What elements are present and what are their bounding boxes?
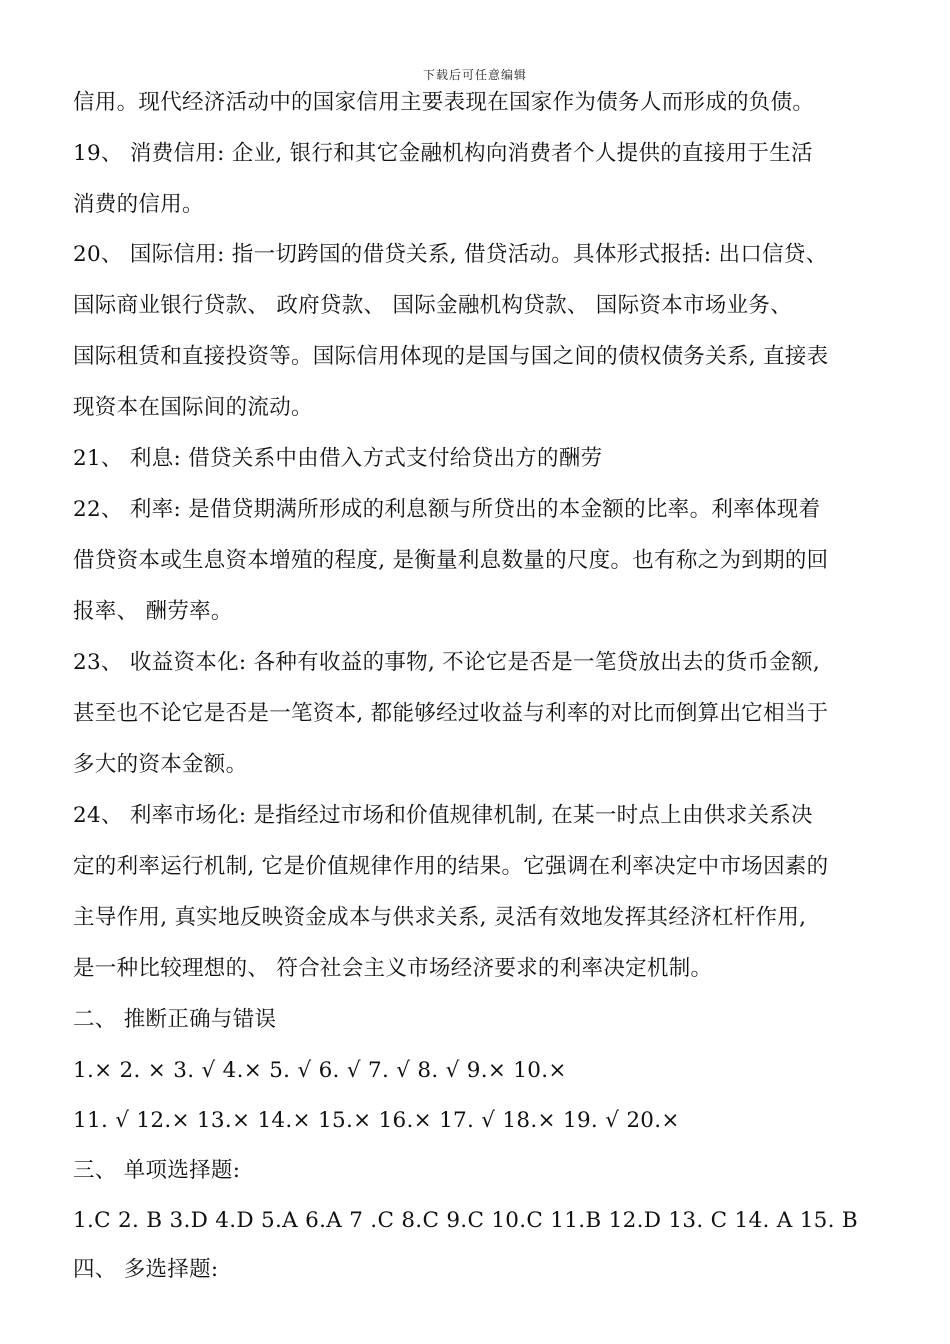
- text-line: 报率、 酬劳率。: [73, 599, 233, 624]
- text-line: 是一种比较理想的、 符合社会主义市场经济要求的利率决定机制。: [73, 956, 713, 981]
- text-line: 多大的资本金额。: [73, 752, 248, 777]
- section-heading: 四、 多选择题:: [73, 1257, 219, 1282]
- text-line: 国际租赁和直接投资等。国际信用体现的是国与国之间的债权债务关系, 直接表: [73, 344, 829, 369]
- text-line: 23、 收益资本化: 各种有收益的事物, 不论它是否是一笔贷放出去的货币金额,: [73, 650, 820, 675]
- text-line: 现资本在国际间的流动。: [73, 395, 313, 420]
- text-line: 22、 利率: 是借贷期满所形成的利息额与所贷出的本金额的比率。利率体现着: [73, 497, 821, 522]
- text-line: 甚至也不论它是否是一笔资本, 都能够经过收益与利率的对比而倒算出它相当于: [73, 701, 829, 726]
- text-line: 借贷资本或生息资本增殖的程度, 是衡量利息数量的尺度。也有称之为到期的回: [73, 548, 829, 573]
- answer-line: 11. √ 12.× 13.× 14.× 15.× 16.× 17. √ 18.× 19. √ 20.×: [73, 1108, 680, 1133]
- text-line: 消费的信用。: [73, 192, 204, 217]
- text-line: 20、 国际信用: 指一切跨国的借贷关系, 借贷活动。具体形式报括: 出口信贷、: [73, 242, 828, 267]
- text-line: 国际商业银行贷款、 政府贷款、 国际金融机构贷款、 国际资本市场业务、: [73, 293, 793, 318]
- page-header-note: 下载后可任意编辑: [422, 68, 527, 82]
- section-heading: 二、 推断正确与错误: [73, 1007, 277, 1032]
- text-line: 19、 消费信用: 企业, 银行和其它金融机构向消费者个人提供的直接用于生活: [73, 141, 813, 166]
- section-heading: 三、 单项选择题:: [73, 1158, 241, 1183]
- text-line: 信用。现代经济活动中的国家信用主要表现在国家作为债务人而形成的负债。: [73, 90, 815, 115]
- text-line: 主导作用, 真实地反映资金成本与供求关系, 灵活有效地发挥其经济杠杆作用,: [73, 905, 807, 930]
- text-line: 24、 利率市场化: 是指经过市场和价值规律机制, 在某一时点上由供求关系决: [73, 803, 813, 828]
- text-line: 定的利率运行机制, 它是价值规律作用的结果。它强调在利率决定中市场因素的: [73, 854, 829, 879]
- text-line: 21、 利息: 借贷关系中由借入方式支付给贷出方的酬劳: [73, 446, 603, 471]
- answer-line: 1.× 2. × 3. √ 4.× 5. √ 6. √ 7. √ 8. √ 9.× 10.×: [73, 1058, 567, 1083]
- answer-line: 1.C 2. B 3.D 4.D 5.A 6.A 7 .C 8.C 9.C 10.C 11.B 12.D 13. C 14. A 15. B: [73, 1208, 859, 1233]
